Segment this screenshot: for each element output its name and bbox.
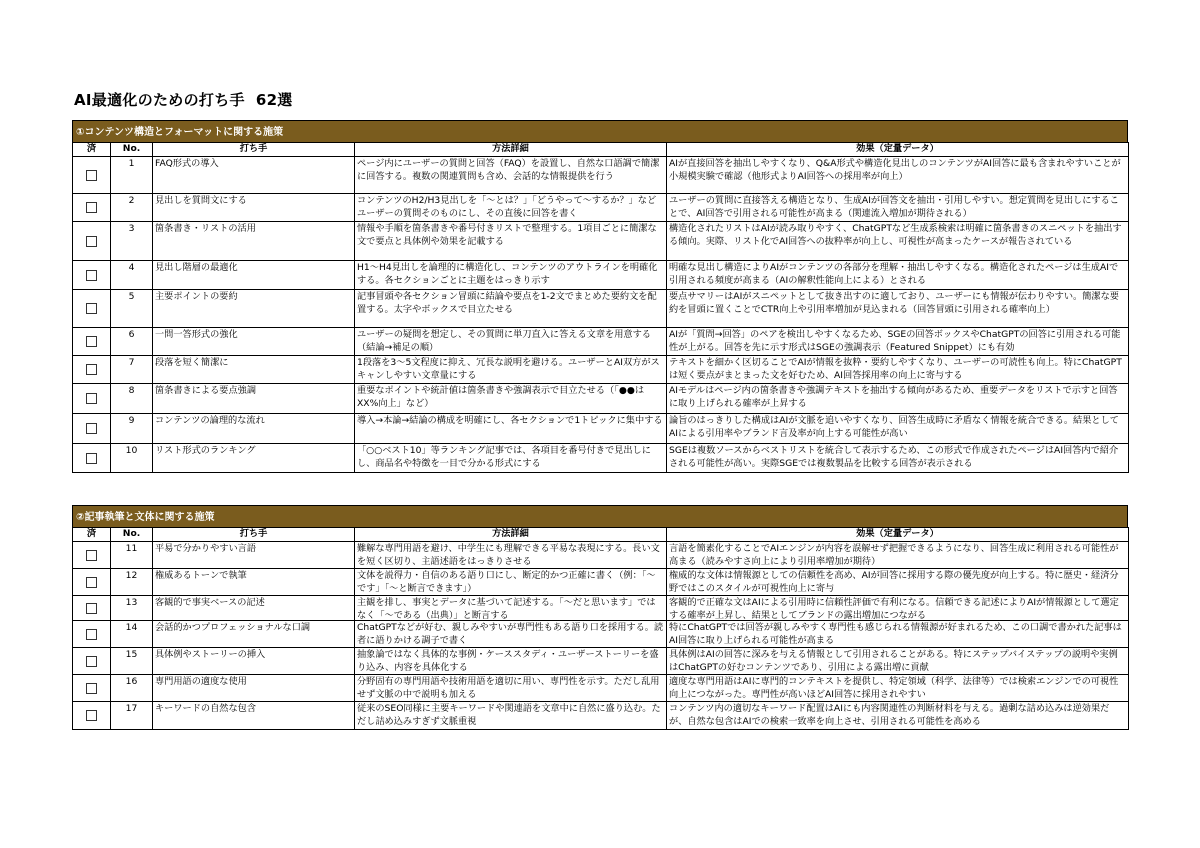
method-cell-text: 文体を説得力・自信のある語り口にし、断定的かつ正確に書く（例：「～です」「～と断言できます」）	[357, 570, 656, 594]
method-cell	[355, 356, 667, 384]
tactic-cell	[153, 675, 355, 702]
done-cell	[73, 702, 111, 730]
tactic-cell	[153, 702, 355, 730]
tactic-cell	[153, 414, 355, 444]
effect-cell	[667, 414, 1129, 444]
no-cell-text: 3	[128, 223, 135, 234]
effect-cell	[667, 261, 1129, 290]
done-cell	[73, 414, 111, 444]
table-row	[73, 444, 1129, 473]
method-cell-text: ChatGPTなどが好む、親しみやすいが専門性もある語り口を採用する。読者に語りかける調子で書く	[357, 622, 664, 646]
method-cell-text: 1段落を3～5文程度に抑え、冗長な説明を避ける。ユーザーとAI双方がスキャンしやすい文章量にする	[357, 357, 660, 381]
tactic-cell-text: 段落を短く簡潔に	[155, 357, 229, 368]
done-checkbox[interactable]	[86, 202, 97, 213]
method-cell	[355, 444, 667, 473]
tactic-cell	[153, 596, 355, 621]
done-checkbox[interactable]	[86, 336, 97, 347]
method-cell-text: ユーザーの疑問を想定し、その質問に単刀直入に答える文章を用意する（結論→補足の順）	[357, 329, 651, 353]
effect-cell-text: 権威的な文体は情報源としての信頼性を高め、AIが回答に採用する際の優先度が向上する。特に歴史・経済分野ではこのスタイルが可視性向上に寄与	[669, 570, 1119, 594]
no-cell-text: 15	[125, 649, 138, 660]
done-cell	[73, 384, 111, 414]
tactic-cell-text: コンテンツの論理的な流れ	[155, 415, 265, 426]
done-checkbox[interactable]	[86, 683, 97, 694]
done-cell	[73, 194, 111, 222]
method-cell	[355, 222, 667, 261]
done-cell	[73, 596, 111, 621]
table-row	[73, 261, 1129, 290]
method-cell	[355, 648, 667, 675]
method-cell-text: コンテンツのH2/H3見出しを「～とは？」「どうやって～するか？」などユーザーの質問そのものにし、その直後に回答を書く	[357, 195, 657, 219]
no-cell-text: 11	[125, 543, 138, 554]
effect-cell-text: 論旨のはっきりした構成はAIが文脈を追いやすくなり、回答生成時に矛盾なく情報を統合できる。結果としてAIによる引用率やブランド言及率が向上する可能性が高い	[669, 415, 1119, 439]
method-cell-text: 重要なポイントや統計値は箇条書きや強調表示で目立たせる（「●●はXX%向上」など）	[357, 385, 645, 409]
tactic-cell	[153, 157, 355, 194]
no-cell-text: 17	[125, 703, 138, 714]
col-effect: 効果（定量データ）	[667, 528, 1129, 542]
method-cell	[355, 261, 667, 290]
method-cell	[355, 194, 667, 222]
effect-cell	[667, 542, 1129, 569]
effect-cell-text: コンテンツ内の適切なキーワード配置はAIにも内容関連性の判断材料を与える。過剰な詰め込みは逆効果だが、自然な包含はAIでの検索一致率を向上させ、引用される可能性を高める	[669, 703, 1110, 727]
effect-cell	[667, 328, 1129, 356]
method-cell	[355, 290, 667, 328]
method-cell	[355, 384, 667, 414]
no-cell	[111, 290, 153, 328]
tactic-cell-text: 専門用語の適度な使用	[155, 676, 247, 687]
done-cell	[73, 290, 111, 328]
no-cell	[111, 328, 153, 356]
tactic-cell	[153, 356, 355, 384]
effect-cell	[667, 194, 1129, 222]
method-cell	[355, 157, 667, 194]
table-row	[73, 414, 1129, 444]
tactic-cell	[153, 384, 355, 414]
no-cell-text: 12	[125, 570, 138, 581]
method-cell-text: 記事冒頭や各セクション冒頭に結論や要点を1-2文でまとめた要約文を配置する。太字やボックスで目立たせる	[357, 291, 657, 315]
effect-cell	[667, 702, 1129, 730]
done-cell	[73, 157, 111, 194]
effect-cell	[667, 157, 1129, 194]
tactic-cell	[153, 621, 355, 648]
tactic-cell	[153, 648, 355, 675]
no-cell	[111, 596, 153, 621]
page-title: AI最適化のための打ち手 62選	[74, 91, 293, 109]
section-writing-style	[72, 505, 1128, 730]
tactic-cell-text: 一問一答形式の強化	[155, 329, 238, 340]
done-checkbox[interactable]	[86, 393, 97, 404]
tactic-cell	[153, 444, 355, 473]
method-cell	[355, 569, 667, 596]
done-checkbox[interactable]	[86, 550, 97, 561]
effect-cell	[667, 444, 1129, 473]
no-cell	[111, 194, 153, 222]
no-cell-text: 14	[125, 622, 138, 633]
col-no: No.	[111, 143, 153, 157]
table-row	[73, 194, 1129, 222]
table-row	[73, 290, 1129, 328]
table-row	[73, 569, 1129, 596]
done-cell	[73, 569, 111, 596]
tactics-table	[72, 527, 1129, 730]
tactic-cell-text: 平易で分かりやすい言語	[155, 543, 257, 554]
tactic-cell-text: 主要ポイントの要約	[155, 291, 238, 302]
col-done: 済	[73, 143, 111, 157]
tactic-cell-text: 客観的で事実ベースの記述	[155, 597, 265, 608]
done-checkbox[interactable]	[86, 603, 97, 614]
tactic-cell-text: 会話的かつプロフェッショナルな口調	[155, 622, 311, 633]
done-checkbox[interactable]	[86, 577, 97, 588]
tactic-cell-text: 権威あるトーンで執筆	[155, 570, 247, 581]
done-cell	[73, 444, 111, 473]
done-checkbox[interactable]	[86, 236, 97, 247]
effect-cell	[667, 675, 1129, 702]
effect-cell	[667, 356, 1129, 384]
effect-cell	[667, 222, 1129, 261]
method-cell-text: H1～H4見出しを論理的に構造化し、コンテンツのアウトラインを明確化する。各セクションごとに主題をはっきり示す	[357, 262, 658, 286]
tactic-cell	[153, 290, 355, 328]
done-checkbox[interactable]	[86, 656, 97, 667]
no-cell-text: 4	[128, 262, 135, 273]
method-cell-text: 「○○ベスト10」等ランキング記事では、各項目を番号付きで見出しにし、商品名や特徴を一目で分かる形式にする	[357, 445, 651, 469]
effect-cell-text: AIモデルはページ内の箇条書きや強調テキストを抽出する傾向があるため、重要データをリストで示すと回答に取り上げられる確率が上昇する	[669, 385, 1118, 409]
effect-cell	[667, 621, 1129, 648]
method-cell-text: 主観を排し、事実とデータに基づいて記述する。「～だと思います」ではなく「～である（出典）」と断言する	[357, 597, 656, 620]
tactic-cell-text: 箇条書き・リストの活用	[155, 223, 256, 234]
no-cell	[111, 356, 153, 384]
effect-cell-text: 明確な見出し構造によりAIがコンテンツの各部分を理解・抽出しやすくなる。構造化されたページは生成AIで引用される頻度が高まる（AIの解釈性能向上による）とされる	[669, 262, 1119, 286]
method-cell	[355, 596, 667, 621]
tactic-cell	[153, 261, 355, 290]
tactic-cell-text: FAQ形式の導入	[155, 158, 219, 169]
table-header-row	[73, 143, 1129, 157]
tactic-cell	[153, 542, 355, 569]
tactic-cell-text: 見出しを質問文にする	[155, 195, 247, 206]
method-cell-text: ページ内にユーザーの質問と回答（FAQ）を設置し、自然な口語調で簡潔に回答する。複数の関連質問も含め、会話的な情報提供を行う	[357, 158, 660, 182]
table-header-row	[73, 528, 1129, 542]
effect-cell	[667, 648, 1129, 675]
table-row	[73, 542, 1129, 569]
table-row	[73, 356, 1129, 384]
table-row	[73, 675, 1129, 702]
method-cell	[355, 328, 667, 356]
effect-cell-text: テキストを細かく区切ることでAIが情報を抜粋・要約しやすくなり、ユーザーの可読性も向上。特にChatGPTは短く要点がまとまった文を好むため、AI回答採用率の向上に寄与する	[669, 357, 1122, 381]
col-done: 済	[73, 528, 111, 542]
effect-cell-text: 客観的で正確な文はAIによる引用時に信頼性評価で有利になる。信頼できる記述によりAIが情報源として選定する確率が上昇し、結果としてブランドの露出増加につながる	[669, 597, 1119, 620]
col-method: 方法詳細	[355, 143, 667, 157]
tactic-cell	[153, 194, 355, 222]
method-cell-text: 分野固有の専門用語や技術用語を適切に用い、専門性を示す。ただし乱用せず文脈の中で説明も加える	[357, 676, 660, 700]
done-cell	[73, 675, 111, 702]
no-cell	[111, 414, 153, 444]
done-cell	[73, 621, 111, 648]
method-cell	[355, 621, 667, 648]
no-cell-text: 16	[125, 676, 138, 687]
tactic-cell	[153, 222, 355, 261]
done-cell	[73, 328, 111, 356]
effect-cell-text: ユーザーの質問に直接答える構造となり、生成AIが回答文を抽出・引用しやすい。想定質問を見出しにすることで、AI回答で引用される可能性が高まる（関連流入増加が期待される）	[669, 195, 1119, 219]
no-cell	[111, 384, 153, 414]
method-cell-text: 導入→本論→結論の構成を明確にし、各セクションで1トピックに集中する	[357, 415, 663, 426]
tactic-cell-text: キーワードの自然な包含	[155, 703, 257, 714]
effect-cell-text: 特にChatGPTでは回答が親しみやすく専門性も感じられる情報源が好まれるため、この口調で書かれた記事はAI回答に取り上げられる可能性が高まる	[669, 622, 1122, 646]
table-row	[73, 621, 1129, 648]
tactic-cell-text: 具体例やストーリーの挿入	[155, 649, 266, 660]
table-row	[73, 702, 1129, 730]
table-row	[73, 596, 1129, 621]
effect-cell	[667, 569, 1129, 596]
table-row	[73, 384, 1129, 414]
no-cell	[111, 569, 153, 596]
table-row	[73, 157, 1129, 194]
done-checkbox[interactable]	[86, 710, 97, 721]
tactic-cell-text: 見出し階層の最適化	[155, 262, 238, 273]
tactic-cell	[153, 328, 355, 356]
table-row	[73, 648, 1129, 675]
effect-cell-text: AIが「質問→回答」のペアを検出しやすくなるため、SGEの回答ボックスやChatGPTの回答に引用される可能性が上がる。回答を先に示す形式はSGEの強調表示（Featured Snippet）にも有効	[669, 329, 1121, 353]
no-cell	[111, 542, 153, 569]
method-cell	[355, 702, 667, 730]
done-checkbox[interactable]	[86, 629, 97, 640]
section-header: ①コンテンツ構造とフォーマットに関する施策	[72, 120, 1128, 142]
no-cell-text: 8	[128, 385, 135, 396]
effect-cell-text: SGEは複数ソースからベストリストを統合して表示するため、この形式で作成されたページはAI回答内で紹介される可能性が高い。実際SGEでは複数製品を比較する回答が表示される	[669, 445, 1119, 469]
col-no: No.	[111, 528, 153, 542]
done-checkbox[interactable]	[86, 423, 97, 434]
done-checkbox[interactable]	[86, 453, 97, 464]
no-cell	[111, 648, 153, 675]
tactic-cell	[153, 569, 355, 596]
method-cell	[355, 542, 667, 569]
col-method: 方法詳細	[355, 528, 667, 542]
no-cell	[111, 157, 153, 194]
method-cell	[355, 414, 667, 444]
no-cell	[111, 222, 153, 261]
done-cell	[73, 222, 111, 261]
col-tactic: 打ち手	[153, 143, 355, 157]
effect-cell	[667, 596, 1129, 621]
no-cell-text: 2	[128, 195, 135, 206]
no-cell	[111, 675, 153, 702]
table-row	[73, 328, 1129, 356]
done-cell	[73, 648, 111, 675]
effect-cell	[667, 290, 1129, 328]
done-checkbox[interactable]	[86, 270, 97, 281]
done-checkbox[interactable]	[86, 364, 97, 375]
section-content-structure	[72, 120, 1128, 473]
done-checkbox[interactable]	[86, 303, 97, 314]
no-cell-text: 10	[125, 445, 138, 456]
method-cell-text: 抽象論ではなく具体的な事例・ケーススタディ・ユーザーストーリーを盛り込み、内容を具体化する	[357, 649, 659, 673]
table-row	[73, 222, 1129, 261]
method-cell-text: 情報や手順を箇条書きや番号付きリストで整理する。1項目ごとに簡潔な文で要点と具体例や効果を記載する	[357, 223, 657, 247]
effect-cell-text: 言語を簡素化することでAIエンジンが内容を誤解せず把握できるようになり、回答生成に利用される可能性が高まる（読みやすさ向上により引用率増加が期待）	[669, 543, 1119, 567]
tactic-cell-text: リスト形式のランキング	[155, 445, 256, 456]
effect-cell-text: AIが直接回答を抽出しやすくなり、Q&A形式や構造化見出しのコンテンツがAI回答に最も含まれやすいことが小規模実験で確認（他形式よりAI回答への採用率が向上）	[669, 158, 1121, 182]
no-cell-text: 6	[128, 329, 135, 340]
no-cell	[111, 261, 153, 290]
tactic-cell-text: 箇条書きによる要点強調	[155, 385, 257, 396]
no-cell-text: 9	[128, 415, 135, 426]
method-cell	[355, 675, 667, 702]
effect-cell-text: 適度な専門用語はAIに専門的コンテキストを提供し、特定領域（科学、法律等）では検索エンジンでの可視性向上につながった。専門性が高いほどAI回答に採用されやすい	[669, 676, 1119, 700]
no-cell-text: 13	[125, 597, 138, 608]
done-checkbox[interactable]	[86, 170, 97, 181]
effect-cell-text: 要点サマリーはAIがスニペットとして抜き出すのに適しており、ユーザーにも情報が伝わりやすい。簡潔な要約を冒頭に置くことでCTR向上や引用率増加が見込まれる（回答冒頭に引用される確率向上）	[669, 291, 1119, 315]
method-cell-text: 難解な専門用語を避け、中学生にも理解できる平易な表現にする。長い文を短く区切り、主語述語をはっきりさせる	[357, 543, 660, 567]
no-cell-text: 1	[128, 158, 135, 169]
no-cell	[111, 702, 153, 730]
tactics-table	[72, 142, 1129, 473]
col-effect: 効果（定量データ）	[667, 143, 1129, 157]
done-cell	[73, 261, 111, 290]
col-tactic: 打ち手	[153, 528, 355, 542]
no-cell	[111, 621, 153, 648]
no-cell-text: 5	[128, 291, 135, 302]
method-cell-text: 従来のSEO同様に主要キーワードや関連語を文章中に自然に盛り込む。ただし詰め込みすぎず文脈重視	[357, 703, 661, 727]
no-cell-text: 7	[128, 357, 135, 368]
done-cell	[73, 542, 111, 569]
effect-cell-text: 構造化されたリストはAIが読み取りやすく、ChatGPTなど生成系検索は明確に箇条書きのスニペットを抽出する傾向。実際、リスト化でAI回答への抜粋率が向上し、可視性が高まったケースが報告されている	[669, 223, 1122, 247]
section-header: ②記事執筆と文体に関する施策	[72, 505, 1128, 527]
effect-cell-text: 具体例はAIの回答に深みを与える情報として引用されることがある。特にステップバイステップの説明や実例はChatGPTの好むコンテンツであり、引用による露出増に貢献	[669, 649, 1118, 673]
done-cell	[73, 356, 111, 384]
no-cell	[111, 444, 153, 473]
effect-cell	[667, 384, 1129, 414]
